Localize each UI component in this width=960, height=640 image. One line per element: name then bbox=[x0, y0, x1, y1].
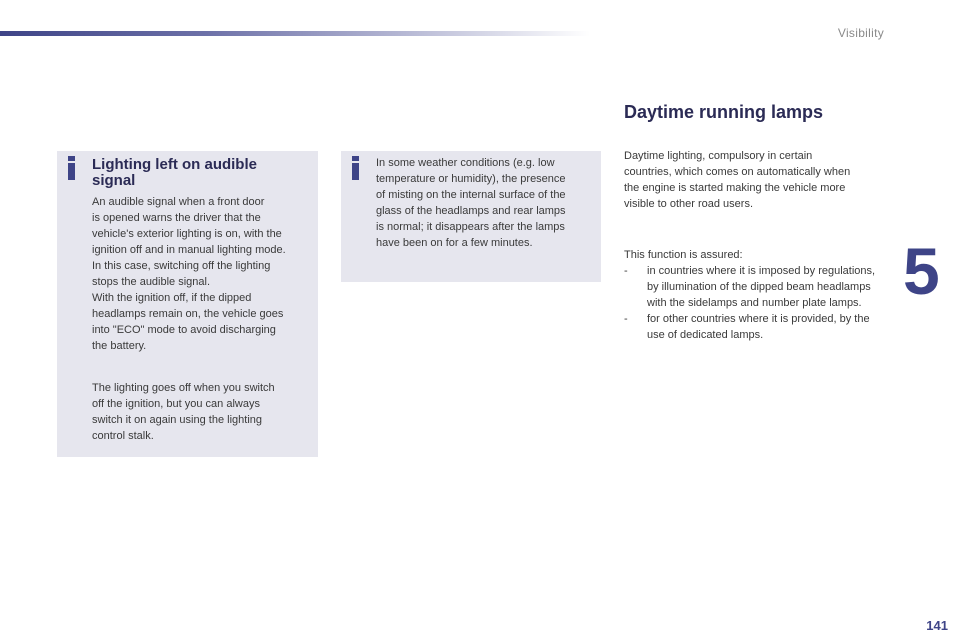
list-dash: - bbox=[624, 313, 628, 325]
list-item-text: for other countries where it is provided, by the use of dedicated lamps. bbox=[647, 313, 870, 341]
section-title: Daytime running lamps bbox=[624, 102, 824, 122]
header-gradient-bar bbox=[0, 31, 590, 36]
info-icon bbox=[68, 156, 75, 180]
function-assured-text: This function is assured: bbox=[624, 249, 743, 261]
misting-paragraph: In some weather conditions (e.g. low temperature or humidity), the presence of misting on the internal surface of the glass of the headlamps and rear lamps is normal; it disappears after the lamps have been on for a few minutes. bbox=[376, 157, 566, 249]
audible-signal-paragraph: An audible signal when a front door is opened warns the driver that the vehicle's exterior lighting is on, with the ignition off and in manual lighting mode. In this case, switching off the lighting stops the audible signal. With the ignition off, if the dipped headlamps remain on, the vehicle goes into "ECO" mode to avoid discharging the battery. bbox=[92, 196, 286, 352]
list-dash: - bbox=[624, 265, 628, 277]
box-title: Lighting left on audible signal bbox=[92, 156, 257, 189]
info-icon bbox=[352, 156, 359, 180]
conditions-list bbox=[624, 263, 886, 343]
section-label: Visibility bbox=[837, 26, 884, 40]
list-item-text: in countries where it is imposed by regulations, by illumination of the dipped beam headlamps with the sidelamps and number plate lamps. bbox=[647, 265, 876, 309]
chapter-number: 5 bbox=[903, 234, 940, 308]
list-item bbox=[624, 311, 886, 343]
daytime-intro-paragraph: Daytime lighting, compulsory in certain countries, which comes on automatically when the engine is started making the vehicle more visible to other road users. bbox=[624, 150, 851, 210]
list-item bbox=[624, 263, 886, 311]
lighting-off-paragraph: The lighting goes off when you switch off the ignition, but you can always switch it on again using the lighting control stalk. bbox=[92, 382, 275, 442]
page-number: 141 bbox=[926, 618, 948, 633]
